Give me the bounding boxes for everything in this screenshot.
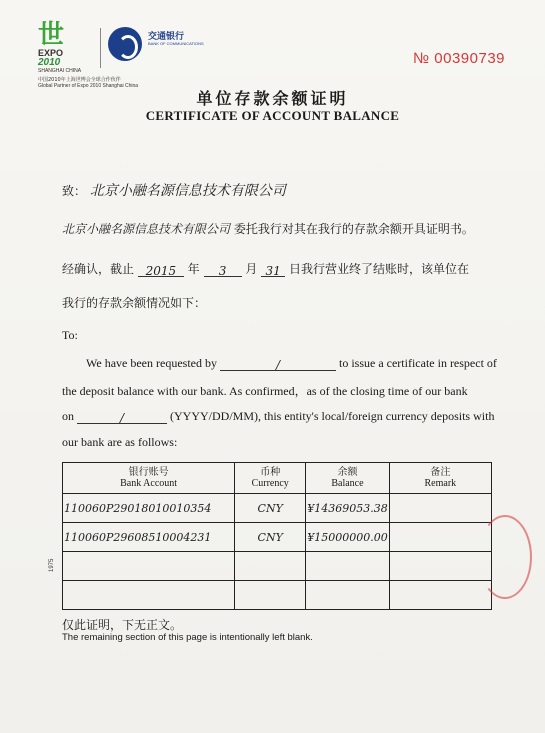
serial-number: № 00390739 bbox=[413, 50, 505, 67]
footer-text-en: The remaining section of this page is intentionally left blank. bbox=[62, 632, 313, 643]
header-en: Currency bbox=[251, 478, 289, 489]
request-text: 委托我行对其在我行的存款余额开具证明书。 bbox=[233, 222, 474, 236]
header-cn: 币种 bbox=[260, 467, 281, 478]
expo-city: SHANGHAI CHINA bbox=[38, 68, 82, 74]
seal-stamp-icon bbox=[478, 515, 532, 599]
bank-name-en: BANK OF COMMUNICATIONS bbox=[148, 41, 204, 46]
year-field bbox=[138, 264, 184, 277]
month-label: 月 bbox=[245, 262, 258, 276]
bank-name: 交通银行 bbox=[148, 32, 185, 42]
month-value: 3 bbox=[218, 264, 227, 278]
day-field bbox=[261, 264, 285, 277]
header-cn: 银行账号 bbox=[128, 467, 169, 478]
bank-logo-icon bbox=[108, 27, 142, 61]
year-label: 年 bbox=[187, 262, 200, 276]
page-title-en: CERTIFICATE OF ACCOUNT BALANCE bbox=[145, 108, 400, 123]
confirm-line bbox=[62, 260, 469, 277]
header-currency bbox=[235, 463, 306, 494]
confirm-text-2: 日我行营业终了结账时，该单位在 bbox=[289, 262, 470, 276]
table-row bbox=[63, 494, 492, 523]
cell-currency bbox=[235, 581, 306, 610]
cell-balance bbox=[306, 581, 389, 610]
header-en: Remark bbox=[424, 478, 457, 489]
header-bank-account bbox=[63, 463, 235, 494]
en-p1-end: to issue a certificate in respect of bbox=[338, 356, 497, 370]
side-code: 1975 bbox=[49, 558, 55, 572]
requester-field bbox=[220, 358, 336, 371]
header-en: Balance bbox=[331, 478, 364, 489]
en-p3-end: (YYYY/DD/MM), this entity's local/foreign currency deposits with bbox=[170, 409, 495, 423]
partner-text-cn: 中国2010年上海世博会全球合作伙伴 bbox=[38, 77, 121, 83]
cell-account: 110060P29608510004231 bbox=[63, 523, 235, 552]
en-paragraph-line-2: the deposit balance with our bank. As confirmed，as of the closing time of our bank bbox=[62, 384, 468, 398]
day-value: 31 bbox=[265, 264, 281, 278]
to-label-cn: 致： bbox=[62, 184, 87, 198]
date-mark: / bbox=[119, 411, 125, 425]
month-field bbox=[204, 264, 242, 277]
cell-account bbox=[63, 552, 235, 581]
expo-year: 2010 bbox=[38, 57, 61, 68]
table-header-row bbox=[63, 463, 492, 494]
cell-balance bbox=[306, 552, 389, 581]
cell-remark bbox=[389, 581, 491, 610]
expo-mark-icon: 世 bbox=[38, 20, 63, 50]
expo-word: EXPO bbox=[38, 48, 64, 58]
header-en: Bank Account bbox=[120, 478, 178, 489]
table-row bbox=[63, 552, 492, 581]
cell-balance: ¥14369053.38 bbox=[306, 494, 389, 523]
en-paragraph-line-1 bbox=[86, 356, 497, 371]
header-remark bbox=[389, 463, 491, 494]
partner-text-en: Global Partner of Expo 2010 Shanghai China bbox=[38, 83, 139, 89]
to-label-en: To: bbox=[62, 328, 78, 342]
table-row bbox=[63, 523, 492, 552]
en-p3-start: on bbox=[62, 409, 74, 423]
cell-balance: ¥15000000.00 bbox=[306, 523, 389, 552]
expo-logo bbox=[38, 22, 100, 74]
cell-account: 110060P29018010010354 bbox=[63, 494, 235, 523]
en-paragraph-line-4: our bank are as follows: bbox=[62, 435, 178, 449]
requester-mark: / bbox=[275, 358, 280, 372]
footer-text-cn: 仅此证明，下无正文。 bbox=[62, 618, 183, 632]
year-value: 2015 bbox=[145, 264, 177, 278]
header-cn: 余额 bbox=[337, 467, 358, 478]
cell-remark bbox=[389, 552, 491, 581]
cell-currency: CNY bbox=[235, 523, 306, 552]
cell-currency: CNY bbox=[235, 494, 306, 523]
cell-account bbox=[63, 581, 235, 610]
date-field bbox=[77, 411, 167, 424]
confirm-text-3: 我行的存款余额情况如下： bbox=[62, 296, 207, 310]
en-paragraph-line-3 bbox=[62, 409, 494, 424]
header-cn: 备注 bbox=[430, 467, 451, 478]
addressee-line bbox=[62, 180, 286, 200]
table-row bbox=[63, 581, 492, 610]
addressee-name: 北京小融名源信息技术有限公司 bbox=[89, 183, 286, 199]
logo-divider bbox=[100, 28, 101, 68]
request-line bbox=[62, 220, 474, 237]
cell-remark bbox=[389, 494, 491, 523]
account-table bbox=[62, 462, 492, 610]
bank-logo bbox=[108, 27, 204, 61]
header-balance bbox=[306, 463, 389, 494]
cell-currency bbox=[235, 552, 306, 581]
company-name: 北京小融名源信息技术有限公司 bbox=[62, 222, 231, 236]
cell-remark bbox=[389, 523, 491, 552]
page-title-cn: 单位存款余额证明 bbox=[196, 89, 349, 108]
en-p1-start: We have been requested by bbox=[86, 356, 217, 370]
confirm-text-1: 经确认，截止 bbox=[62, 262, 135, 276]
